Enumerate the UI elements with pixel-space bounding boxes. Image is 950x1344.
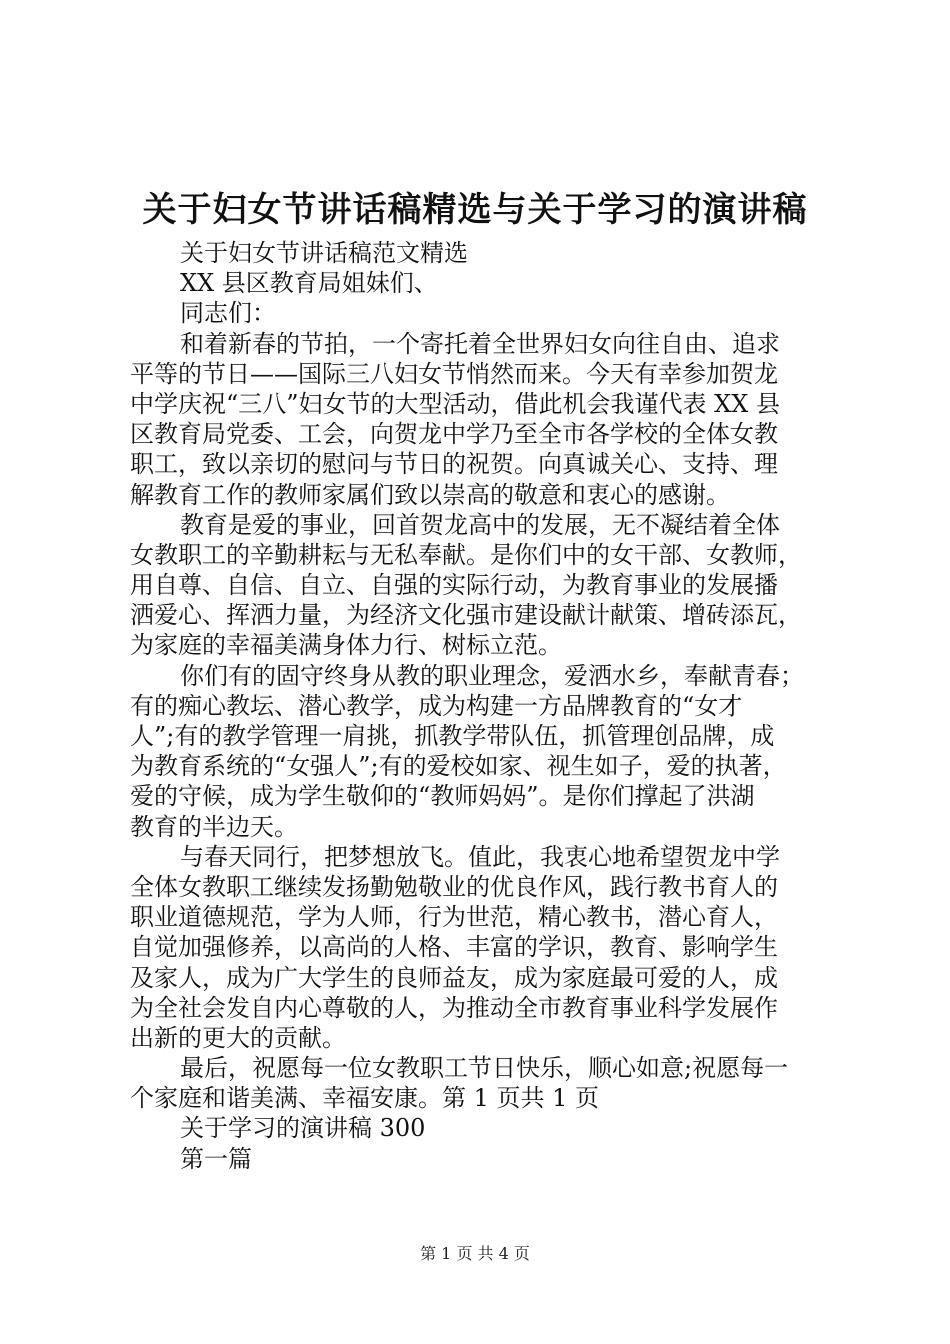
salutation-line: XX 县区教育局姐妹们、 [180, 269, 438, 298]
paragraph-line: 与春天同行，把梦想放飞。值此，我衷心地希望贺龙中学 [180, 842, 780, 871]
paragraph-line: 及家人，成为广大学生的良师益友，成为家庭最可爱的人，成 [130, 963, 778, 992]
section-heading: 第一篇 [180, 1144, 252, 1173]
paragraph-line: 洒爱心、挥洒力量，为经济文化强市建设献计献策、增砖添瓦， [130, 601, 802, 630]
paragraph-line: 你们有的固守终身从教的职业理念，爱洒水乡，奉献青春； [180, 661, 804, 690]
document-title: 关于妇女节讲话稿精选与关于学习的演讲稿 [142, 190, 808, 230]
paragraph-line: 平等的节日——国际三八妇女节悄然而来。今天有幸参加贺龙 [130, 359, 778, 388]
page-footer: 第 1 页 共 4 页 [420, 1244, 530, 1263]
paragraph-line: 解教育工作的教师家属们致以崇高的敬意和衷心的感谢。 [130, 480, 730, 509]
document-body [130, 238, 830, 1174]
paragraph-line: 为家庭的幸福美满身体力行、树标立范。 [130, 631, 562, 660]
paragraph-line: 用自尊、自信、自立、自强的实际行动，为教育事业的发展播 [130, 571, 778, 600]
section-heading: 关于学习的演讲稿 300 [180, 1114, 426, 1143]
salutation-line: 同志们： [180, 299, 276, 328]
paragraph-line: 中学庆祝“三八”妇女节的大型活动，借此机会我谨代表 XX 县 [130, 389, 780, 418]
paragraph-line: 职业道德规范，学为人师，行为世范，精心教书，潜心育人， [130, 903, 778, 932]
paragraph-line: 爱的守候，成为学生敬仰的“教师妈妈”。是你们撑起了洪湖 [130, 782, 755, 811]
paragraph-line: 区教育局党委、工会，向贺龙中学乃至全市各学校的全体女教 [130, 420, 778, 449]
paragraph-line: 最后，祝愿每一位女教职工节日快乐，顺心如意;祝愿每一 [180, 1054, 789, 1083]
paragraph-line: 和着新春的节拍，一个寄托着全世界妇女向往自由、追求 [180, 329, 780, 358]
subtitle-line: 关于妇女节讲话稿范文精选 [180, 239, 468, 267]
paragraph-line: 全体女教职工继续发扬勤勉敬业的优良作风，践行教书育人的 [130, 872, 778, 901]
paragraph-line: 自觉加强修养，以高尚的人格、丰富的学识，教育、影响学生 [130, 933, 778, 962]
paragraph-line: 出新的更大的贡献。 [130, 1023, 346, 1052]
paragraph-line: 个家庭和谐美满、幸福安康。第 1 页共 1 页 [130, 1084, 600, 1113]
paragraph-line: 为教育系统的“女强人”;有的爱校如家、视生如子，爱的执著， [130, 752, 787, 781]
paragraph-line: 教育是爱的事业，回首贺龙高中的发展，无不凝结着全体 [180, 510, 780, 539]
paragraph-line: 为全社会发自内心尊敬的人，为推动全市教育事业科学发展作 [130, 993, 778, 1022]
paragraph-line: 职工，致以亲切的慰问与节日的祝贺。向真诚关心、支持、理 [130, 450, 778, 479]
paragraph-line: 教育的半边天。 [130, 812, 298, 841]
paragraph-line: 有的痴心教坛、潜心教学，成为构建一方品牌教育的“女才 [130, 691, 743, 720]
paragraph-line: 人”;有的教学管理一肩挑，抓教学带队伍，抓管理创品牌，成 [130, 722, 775, 750]
paragraph-line: 女教职工的辛勤耕耘与无私奉献。是你们中的女干部、女教师， [130, 540, 802, 569]
